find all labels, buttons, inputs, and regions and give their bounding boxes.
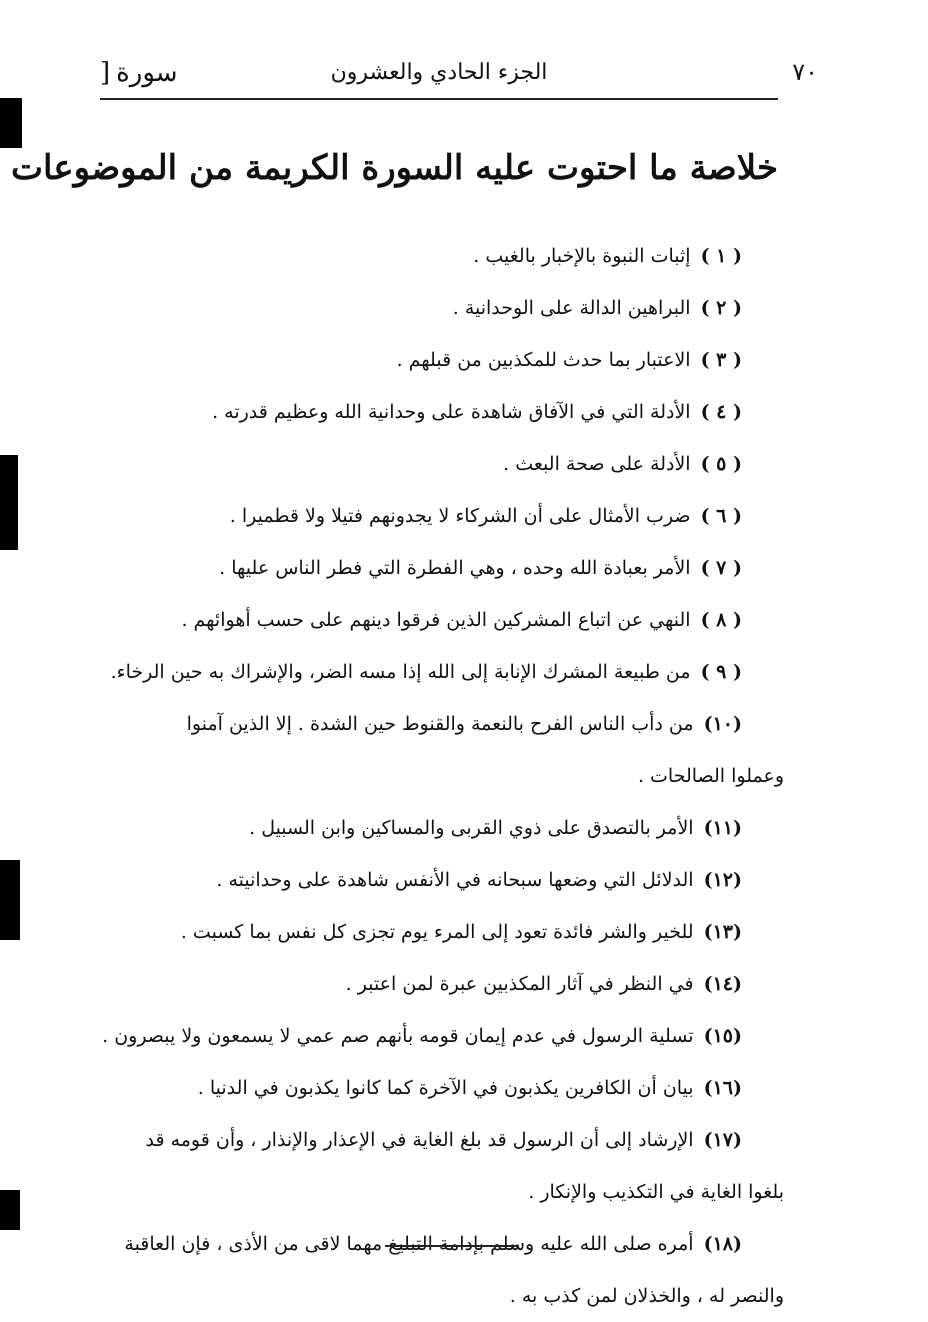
item-continuation: وعملوا الصالحات . — [637, 765, 784, 787]
item-number: (١٤) — [703, 973, 742, 995]
page-number: ٧٠ — [792, 58, 818, 86]
footer-rule — [385, 1245, 517, 1247]
item-text: الأدلة على صحة البعث . — [503, 453, 691, 475]
item-number: ( ٣ ) — [700, 349, 742, 371]
item-number: ( ٧ ) — [700, 557, 742, 579]
item-number: ( ٥ ) — [700, 453, 742, 475]
scan-artifact-lower — [0, 860, 20, 940]
item-text: الدلائل التي وضعها سبحانه في الأنفس شاهدة على وحدانيته . — [216, 869, 694, 891]
list-item — [108, 802, 742, 854]
page-title: خلاصة ما احتوت عليه السورة الكريمة من الموضوعات — [11, 148, 778, 188]
list-item — [108, 386, 742, 438]
item-text: الأمر بالتصدق على ذوي القربى والمساكين وابن السبيل . — [249, 817, 694, 839]
item-text: الأمر بعبادة الله وحده ، وهي الفطرة التي فطر الناس عليها . — [219, 557, 691, 579]
list-item — [108, 542, 742, 594]
item-number: (١٨) — [703, 1233, 742, 1255]
part-title: الجزء الحادي والعشرون — [330, 60, 548, 85]
item-continuation: والنصر له ، والخذلان لمن كذب به . — [509, 1285, 784, 1307]
list-item — [108, 438, 742, 490]
running-header — [100, 58, 818, 100]
item-number: ( ١ ) — [700, 245, 742, 267]
list-item — [108, 854, 742, 906]
list-item — [108, 906, 742, 958]
item-number: ( ٨ ) — [700, 609, 742, 631]
list-item — [108, 1114, 784, 1218]
item-number: ( ٦ ) — [700, 505, 742, 527]
list-item — [102, 1010, 742, 1062]
list-item — [108, 958, 742, 1010]
item-continuation: بلغوا الغاية في التكذيب والإنكار . — [528, 1181, 784, 1203]
list-item — [108, 594, 742, 646]
section-label-text: سورة — [116, 58, 178, 88]
list-item — [108, 230, 742, 282]
item-number: ( ٢ ) — [700, 297, 742, 319]
item-text: الإرشاد إلى أن الرسول قد بلغ الغاية في الإعذار والإنذار ، وأن قومه قد — [145, 1129, 694, 1151]
item-number: (١٣) — [703, 921, 742, 943]
list-item — [108, 646, 742, 698]
item-text: الاعتبار بما حدث للمكذبين من قبلهم . — [396, 349, 691, 371]
item-text: تسلية الرسول في عدم إيمان قومه بأنهم صم عمي لا يسمعون ولا يبصرون . — [102, 1025, 694, 1047]
item-text: من طبيعة المشرك الإنابة إلى الله إذا مسه الضر، والإشراك به حين الرخاء. — [110, 661, 691, 683]
item-text: الأدلة التي في الآفاق شاهدة على وحدانية الله وعظيم قدرته . — [212, 401, 691, 423]
item-text: البراهين الدالة على الوحدانية . — [452, 297, 691, 319]
item-number: (١٢) — [703, 869, 742, 891]
scan-artifact-bottom — [0, 1190, 20, 1230]
item-number: (١٧) — [703, 1129, 742, 1151]
item-text: في النظر في آثار المكذبين عبرة لمن اعتبر . — [345, 973, 694, 995]
item-text: أمره صلى الله عليه وسلم بإدامة التبليغ مهما لاقى من الأذى ، فإن العاقبة — [124, 1233, 694, 1255]
item-number: ( ٩ ) — [700, 661, 742, 683]
list-item — [108, 490, 742, 542]
section-bracket: [ — [100, 58, 111, 88]
item-text: من دأب الناس الفرح بالنعمة والقنوط حين الشدة . إلا الذين آمنوا — [186, 713, 694, 735]
list-item — [108, 1218, 784, 1322]
list-item — [108, 1062, 742, 1114]
list-item — [108, 334, 742, 386]
scan-artifact-middle — [0, 455, 18, 550]
item-text: إثبات النبوة بالإخبار بالغيب . — [473, 245, 691, 267]
item-number: ( ٤ ) — [700, 401, 742, 423]
item-text: بيان أن الكافرين يكذبون في الآخرة كما كانوا يكذبون في الدنيا . — [197, 1077, 694, 1099]
list-item — [108, 282, 742, 334]
item-number: (١٠) — [703, 713, 742, 735]
item-number: (١١) — [703, 817, 742, 839]
topics-list — [102, 230, 784, 1322]
section-label — [100, 58, 178, 88]
item-text: للخير والشر فائدة تعود إلى المرء يوم تجزى كل نفس بما كسبت . — [180, 921, 694, 943]
list-item — [108, 698, 784, 802]
item-text: النهي عن اتباع المشركين الذين فرقوا دينهم على حسب أهوائهم . — [181, 609, 691, 631]
item-number: (١٦) — [703, 1077, 742, 1099]
item-text: ضرب الأمثال على أن الشركاء لا يجدونهم فتيلا ولا قطميرا . — [229, 505, 691, 527]
item-number: (١٥) — [703, 1025, 742, 1047]
scan-artifact-top — [0, 98, 22, 148]
